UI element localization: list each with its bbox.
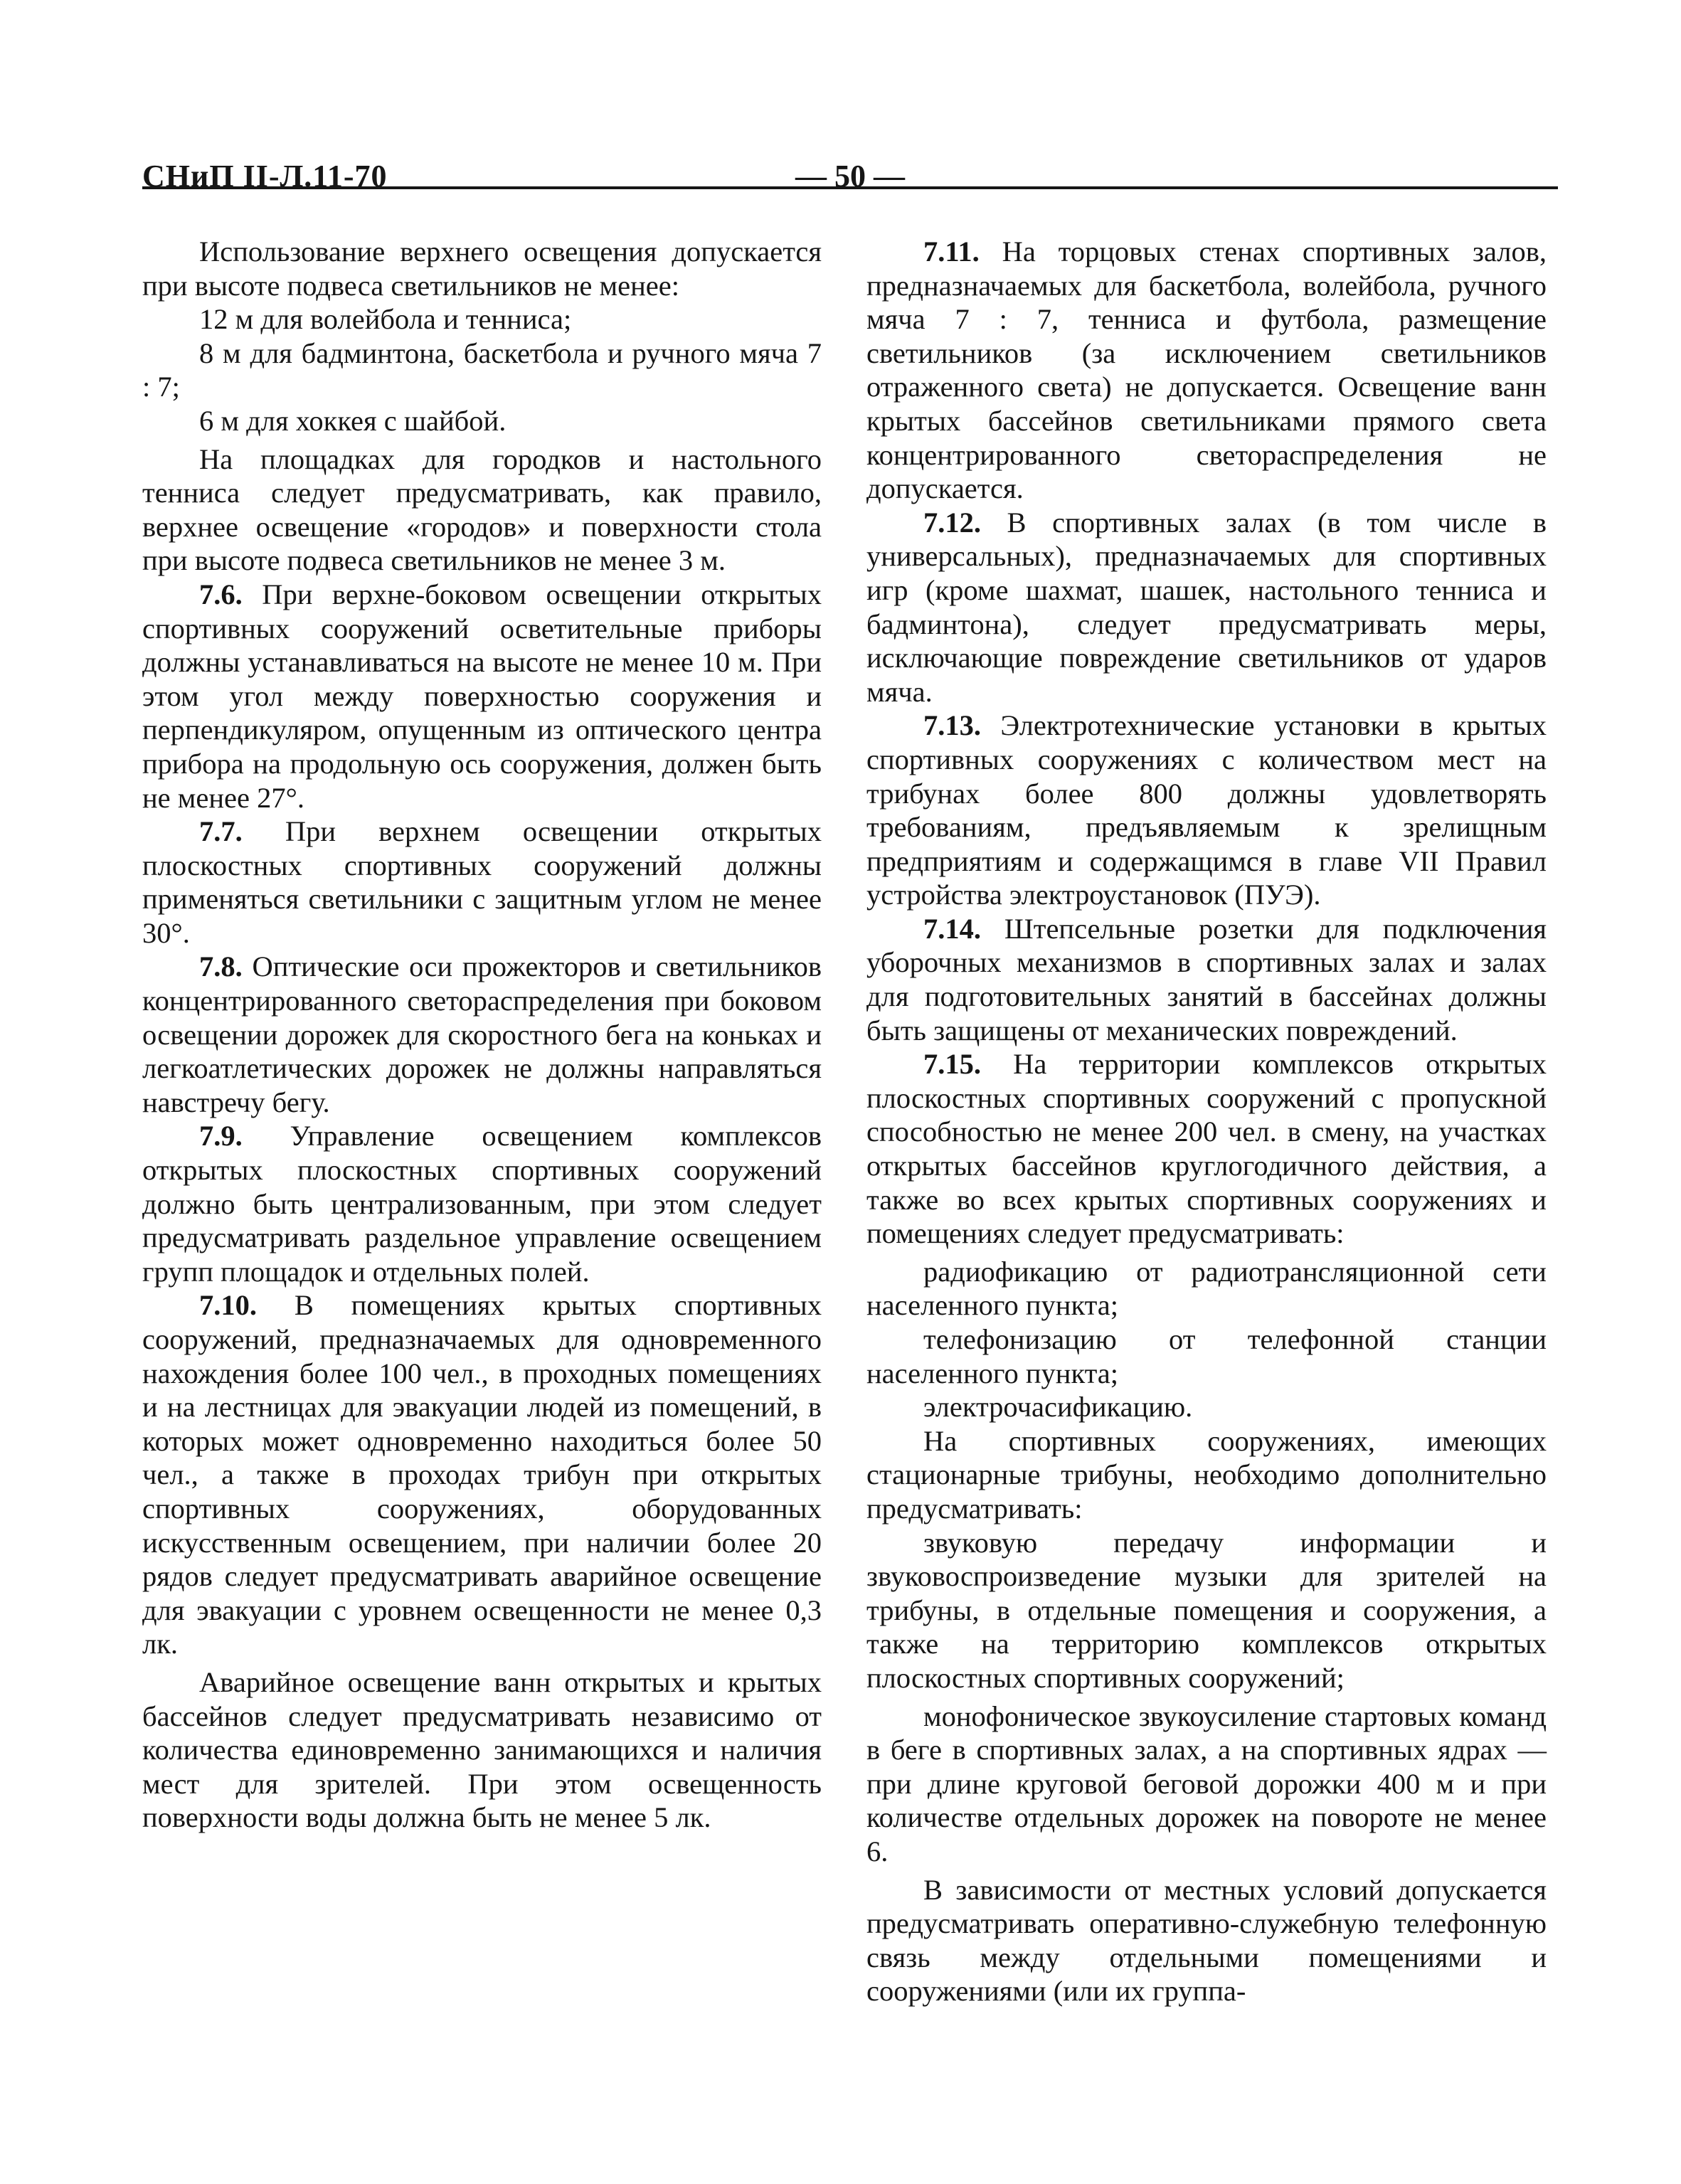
clause-number: 7.10. xyxy=(199,1289,257,1322)
clause-number: 7.9. xyxy=(199,1120,243,1152)
clause-number: 7.14. xyxy=(923,912,981,945)
paragraph: Аварийное освещение ванн открытых и крытых бассейнов следует предусматривать независимо от количества единовременно занимающихся и наличия мест для зрителей. При этом освещенность поверхности воды должна быть не менее 5 лк. xyxy=(142,1665,822,1834)
list-item: радиофикацию от радиотрансляционной сети населенного пункта; xyxy=(866,1255,1547,1322)
paragraph: В зависимости от местных условий допускается предусматривать оперативно-служебную телефонную связь между отдельными помещениями и сооружениями (или их группа- xyxy=(866,1873,1547,2008)
clause-number: 7.8. xyxy=(199,950,243,983)
paragraph-7-14: 7.14. Штепсельные розетки для подключения уборочных механизмов в спортивных залах и залах для подготовительных занятий в бассейнах должны быть защищены от механических повреждений. xyxy=(866,912,1547,1046)
clause-number: 7.12. xyxy=(923,506,981,539)
clause-number: 7.6. xyxy=(199,578,243,610)
paragraph: На спортивных сооружениях, имеющих стационарные трибуны, необходимо дополнительно предусматривать: xyxy=(866,1424,1547,1525)
paragraph: 8 м для бадминтона, баскетбола и ручного мяча 7 : 7; xyxy=(142,336,822,403)
paragraph-7-7: 7.7. При верхнем освещении открытых плоскостных спортивных сооружений должны применяться светильники с защитным углом не менее 30°. xyxy=(142,815,822,949)
right-column xyxy=(866,235,1547,2008)
paragraph-7-11: 7.11. На торцовых стенах спортивных залов, предназначаемых для баскетбола, волейбола, ручного мяча 7 : 7, тенниса и футбола, размещение светильников (за исключением светильников отраженного света) не допускается. Освещение ванн крытых бассейнов светильниками прямого света концентрированного светораспределения не допускается. xyxy=(866,235,1547,505)
paragraph-7-6: 7.6. При верхне-боковом освещении открытых спортивных сооружений осветительные приборы должны устанавливаться на высоте не менее 10 м. При этом угол между поверхностью сооружения и перпендикуляром, опущенным из оптического центра прибора на продольную ось сооружения, должен быть не менее 27°. xyxy=(142,578,822,814)
paragraph-7-9: 7.9. Управление освещением комплексов открытых плоскостных спортивных сооружений должно быть централизованным, при этом следует предусматривать раздельное управление освещением групп площадок и отдельных полей. xyxy=(142,1120,822,1288)
paragraph-7-13: 7.13. Электротехнические установки в крытых спортивных сооружениях с количеством мест на трибунах более 800 должны удовлетворять требованиям, предъявляемым к зрелищным предприятиям и содержащимся в главе VII Правил устройства электроустановок (ПУЭ). xyxy=(866,709,1547,911)
left-column xyxy=(142,235,822,1835)
paragraph: 12 м для волейбола и тенниса; xyxy=(199,303,572,336)
page-header xyxy=(142,158,1558,201)
paragraph: На площадках для городков и настольного тенниса следует предусматривать, как правило, верхнее освещение «городов» и поверхности стола при высоте подвеса светильников не менее 3 м. xyxy=(142,442,822,577)
paragraph: Использование верхнего освещения допускается при высоте подвеса светильников не менее: xyxy=(142,235,822,302)
paragraph: 6 м для хоккея с шайбой. xyxy=(199,404,507,437)
list-item: электрочасификацию. xyxy=(923,1391,1193,1424)
list-item: монофоническое звукоусиление стартовых команд в беге в спортивных залах, а на спортивных ядрах — при длине круговой беговой дорожки 400 м и при количестве отдельных дорожек на повороте не менее 6. xyxy=(866,1700,1547,1867)
paragraph-7-12: 7.12. В спортивных залах (в том числе в универсальных), предназначаемых для спортивных игр (кроме шахмат, шашек, настольного тенниса и бадминтона), следует предусматривать меры, исключающие повреждение светильников от ударов мяча. xyxy=(866,506,1547,708)
clause-number: 7.7. xyxy=(199,815,243,848)
clause-number: 7.15. xyxy=(923,1048,981,1081)
clause-number: 7.13. xyxy=(923,709,981,742)
page-number: — 50 — xyxy=(795,159,905,194)
paragraph-7-15: 7.15. На территории комплексов открытых плоскостных спортивных сооружений с пропускной способностью не менее 200 чел. в смену, на участках открытых бассейнов круглогодичного действия, а также во всех крытых спортивных сооружениях и помещениях следует предусматривать: xyxy=(866,1048,1547,1250)
list-item: звуковую передачу информации и звуковоспроизведение музыки для зрителей на трибуны, в отдельные помещения и сооружения, а также на территорию комплексов открытых плоскостных спортивных сооружений; xyxy=(866,1526,1547,1694)
clause-number: 7.11. xyxy=(923,235,980,267)
paragraph-7-10: 7.10. В помещениях крытых спортивных сооружений, предназначаемых для одновременного нахождения более 100 чел., в проходных помещениях и на лестницах для эвакуации людей из помещений, в которых может одновременно находиться более 50 чел., а также в проходах трибун при открытых спортивных сооружениях, оборудованных искусственным освещением, при наличии более 20 рядов следует предусматривать аварийное освещение для эвакуации с уровнем освещенности не менее 0,3 лк. xyxy=(142,1289,822,1660)
paragraph-7-8: 7.8. Оптические оси прожекторов и светильников концентрированного светораспределения при боковом освещении дорожек для скоростного бега на коньках и легкоатлетических дорожек не должны направляться навстречу бегу. xyxy=(142,950,822,1118)
document-code: СНиП II-Л.11-70 xyxy=(142,159,388,194)
list-item: телефонизацию от телефонной станции населенного пункта; xyxy=(866,1323,1547,1389)
header-rule xyxy=(142,186,1558,189)
